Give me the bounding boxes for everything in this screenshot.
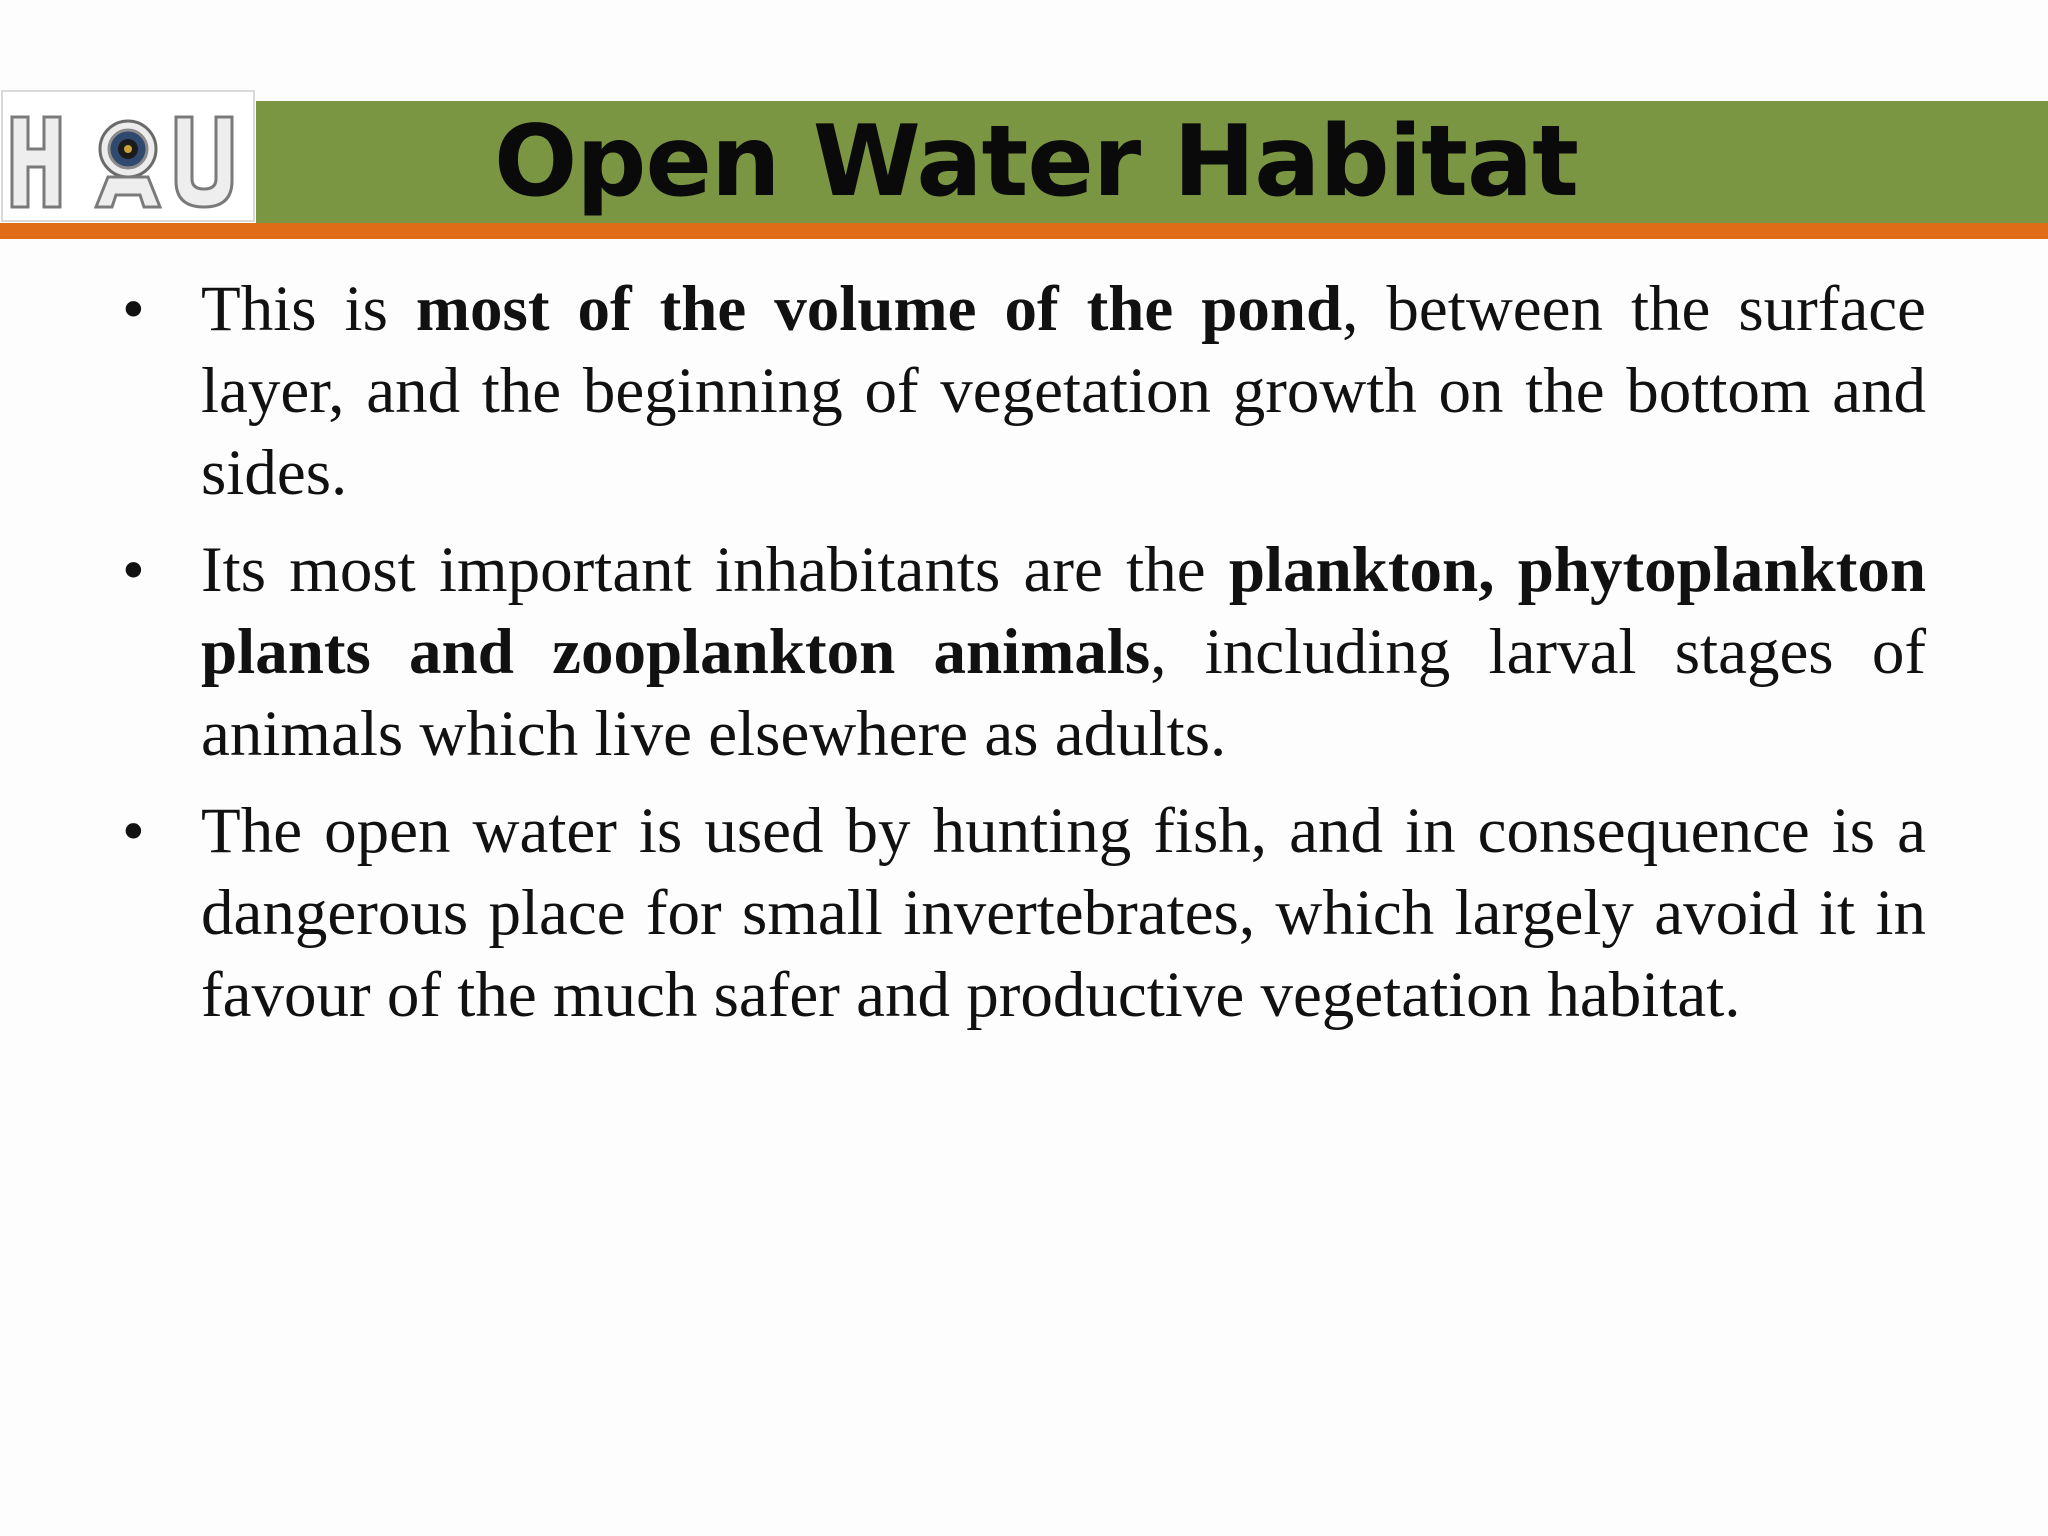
bullet-text: , between the surface layer, and the beginning of vegetation growth on the bottom and sides. — [201, 273, 1926, 509]
university-logo — [0, 89, 256, 223]
bullet-emphasis: plankton, phytoplankton plants and zooplankton animals — [201, 534, 1926, 688]
bullet-text: , including larval stages of animals which live elsewhere as adults. — [201, 616, 1926, 770]
bullet-list — [122, 268, 1926, 1051]
bullet-item — [122, 790, 1926, 1036]
bullet-emphasis: most of the volume of the pond — [415, 273, 1343, 345]
bullet-text: Its most important inhabitants are the — [201, 534, 1229, 606]
bullet-icon: • — [122, 795, 145, 867]
bullet-item — [122, 529, 1926, 775]
bullet-icon: • — [122, 534, 145, 606]
slide-title: Open Water Habitat — [493, 105, 1579, 219]
hau-logo-icon — [0, 89, 256, 223]
bullet-item — [122, 268, 1926, 514]
bullet-text: This is — [201, 273, 416, 345]
bullet-icon: • — [122, 273, 145, 345]
bullet-text: The open water is used by hunting fish, and in consequence is a dangerous place for small invertebrates, which largely avoid it in favour of the much safer and productive vegetation habitat. — [201, 795, 1926, 1031]
accent-line — [0, 223, 2048, 239]
